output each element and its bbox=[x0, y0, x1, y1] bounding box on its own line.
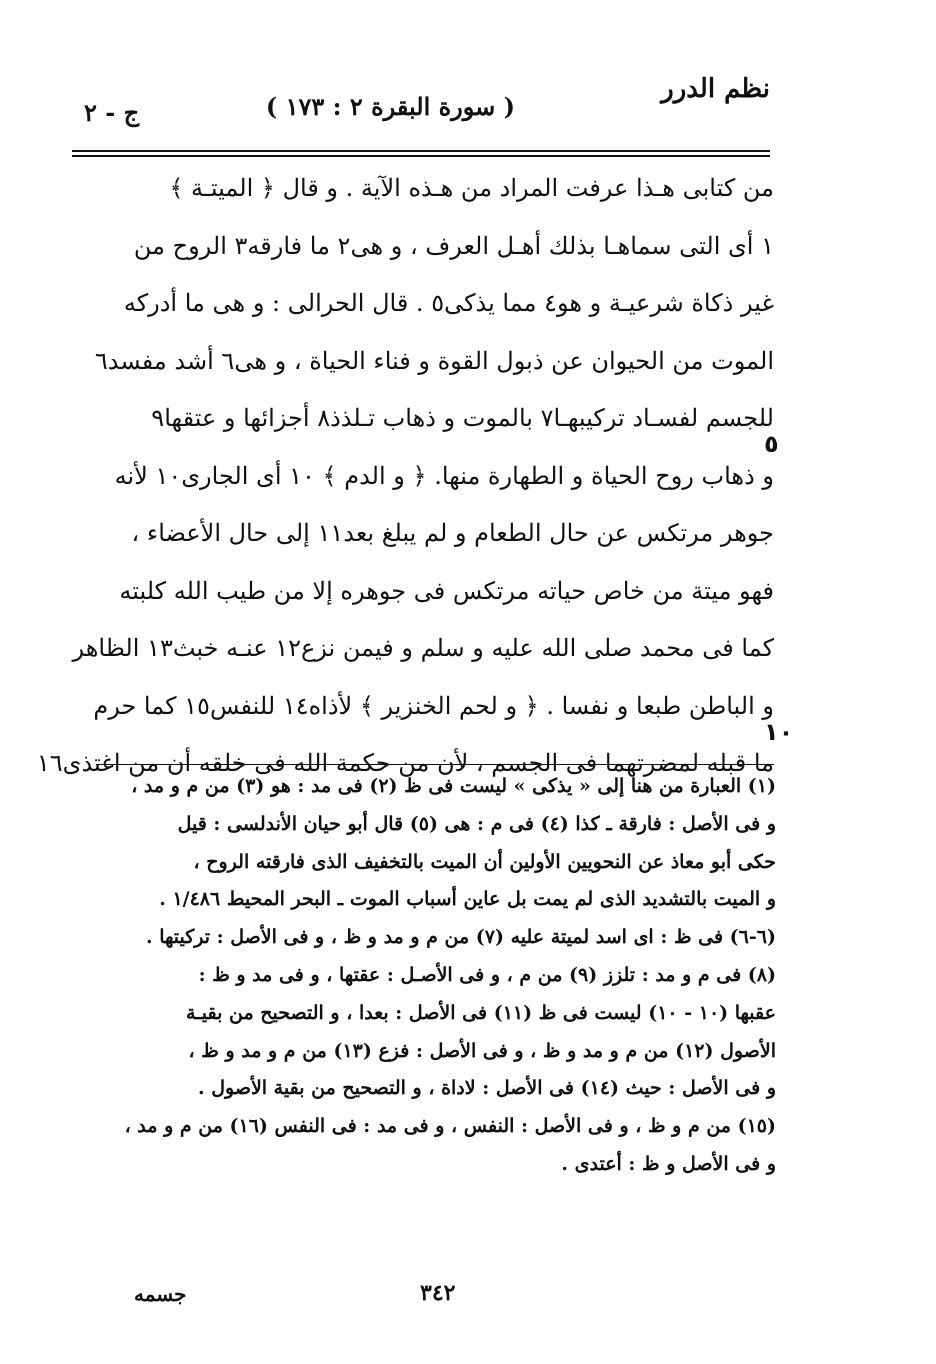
footnote-line: عقبها (١٠ - ١٠) ليست فى ظ (١١) فى الأصل : بعدا ، و التصحيح من بقيـة bbox=[186, 1001, 776, 1024]
footnote-line: و فى الأصل : حيث (١٤) فى الأصل : لاداة ، و التصحيح من بقية الأصول . bbox=[197, 1077, 776, 1100]
catchword: جسمه bbox=[134, 1282, 187, 1306]
text-line: فهو ميتة من خاص حياته مرتكس فى جوهره إلا من طيب الله كلبته bbox=[119, 576, 774, 605]
footnote-line: (١٥) من م و ظ ، و فى الأصل : النفس ، و فى مد : فى النفس (١٦) من م و مد ، bbox=[124, 1115, 776, 1138]
text-line: غير ذكاة شرعيـة و هو٤ مما يذكى٥ . قال الحرالى : و هى ما أدركه bbox=[123, 289, 774, 317]
footnote-line: و فى الأصل : فارقة ـ كذا (٤) فى م : هى (٥) قال أبو حيان الأندلسى : قيل bbox=[177, 812, 776, 835]
main-text bbox=[36, 160, 774, 793]
footnotes bbox=[100, 768, 776, 1184]
footnote-line: الأصول (١٢) من م و مد و ظ ، و فى الأصل : فزع (١٣) من م و مد و ظ ، bbox=[188, 1039, 776, 1062]
footnote-rule bbox=[96, 764, 774, 765]
surah-reference: ( سورة البقرة ٢ : ١٧٣ ) bbox=[265, 92, 515, 121]
footnote-line: و الميت بالتشديد الذى لم يمت بل عاين أسباب الموت ـ البحر المحيط ١/٤٨٦ . bbox=[159, 888, 776, 911]
text-line: الموت من الحيوان عن ذبول القوة و فناء الحياة ، و هى٦ أشد مفسد٦ bbox=[94, 346, 774, 375]
text-line: و الباطن طبعا و نفسا . ﴿ و لحم الخنزير ﴾ لأذاه١٤ للنفس١٥ كما حرم bbox=[93, 691, 774, 720]
line-number-marker: ٥ bbox=[764, 430, 779, 458]
footnote-line: حكى أبو معاذ عن النحويين الأولين أن الميت بالتخفيف الذى فارقته الروح ، bbox=[193, 850, 776, 873]
text-line: من كتابى هـذا عرفت المراد من هـذه الآية . و قال ﴿ الميتـة ﴾ bbox=[169, 174, 774, 202]
footnote-line: (٨) فى م و مد : تلزز (٩) من م ، و فى الأصـل : عقتها ، و فى مد و ظ : bbox=[198, 963, 776, 986]
footnote-line: (٦-٦) فى ظ : اى اسد لميتة عليه (٧) من م و مد و ظ ، و فى الأصل : تركيتها . bbox=[145, 926, 776, 949]
line-number-marker: ١٠ bbox=[764, 718, 794, 746]
text-line: جوهر مرتكس عن حال الطعام و لم يبلغ بعد١١ إلى حال الأعضاء ، bbox=[131, 519, 774, 547]
footnote-line: و فى الأصل و ظ : أعتدى . bbox=[561, 1152, 776, 1175]
text-line: و ذهاب روح الحياة و الطهارة منها. ﴿ و الدم ﴾ ١٠ أى الجارى١٠ لأنه bbox=[114, 461, 774, 490]
text-line: للجسم لفسـاد تركيبهـا٧ بالموت و ذهاب تـلذذ٨ أجزائها و عتقها٩ bbox=[151, 404, 774, 432]
text-line: ١ أى التى سماهـا بذلك أهـل العرف ، و هى٢ ما فارقه٣ الروح من bbox=[133, 231, 774, 260]
header-rule bbox=[72, 150, 770, 152]
page-number: ٣٤٢ bbox=[420, 1280, 456, 1306]
text-line: ما قبله لمضرتهما فى الجسم ، لأن من حكمة الله فى خلقه أن من اغتذى١٦ bbox=[36, 749, 774, 777]
volume-label: ج - ٢ bbox=[84, 98, 140, 127]
running-header bbox=[70, 74, 770, 144]
footnote-line: (١) العبارة من هنا إلى « يذكى » ليست فى ظ (٢) فى مد : هو (٣) من م و مد ، bbox=[131, 775, 776, 797]
text-line: كما فى محمد صلى الله عليه و سلم و فيمن نزع١٢ عنـه خبث١٣ الظاهر bbox=[72, 634, 774, 662]
book-title: نظم الدرر bbox=[661, 74, 770, 104]
header-rule bbox=[72, 155, 770, 157]
